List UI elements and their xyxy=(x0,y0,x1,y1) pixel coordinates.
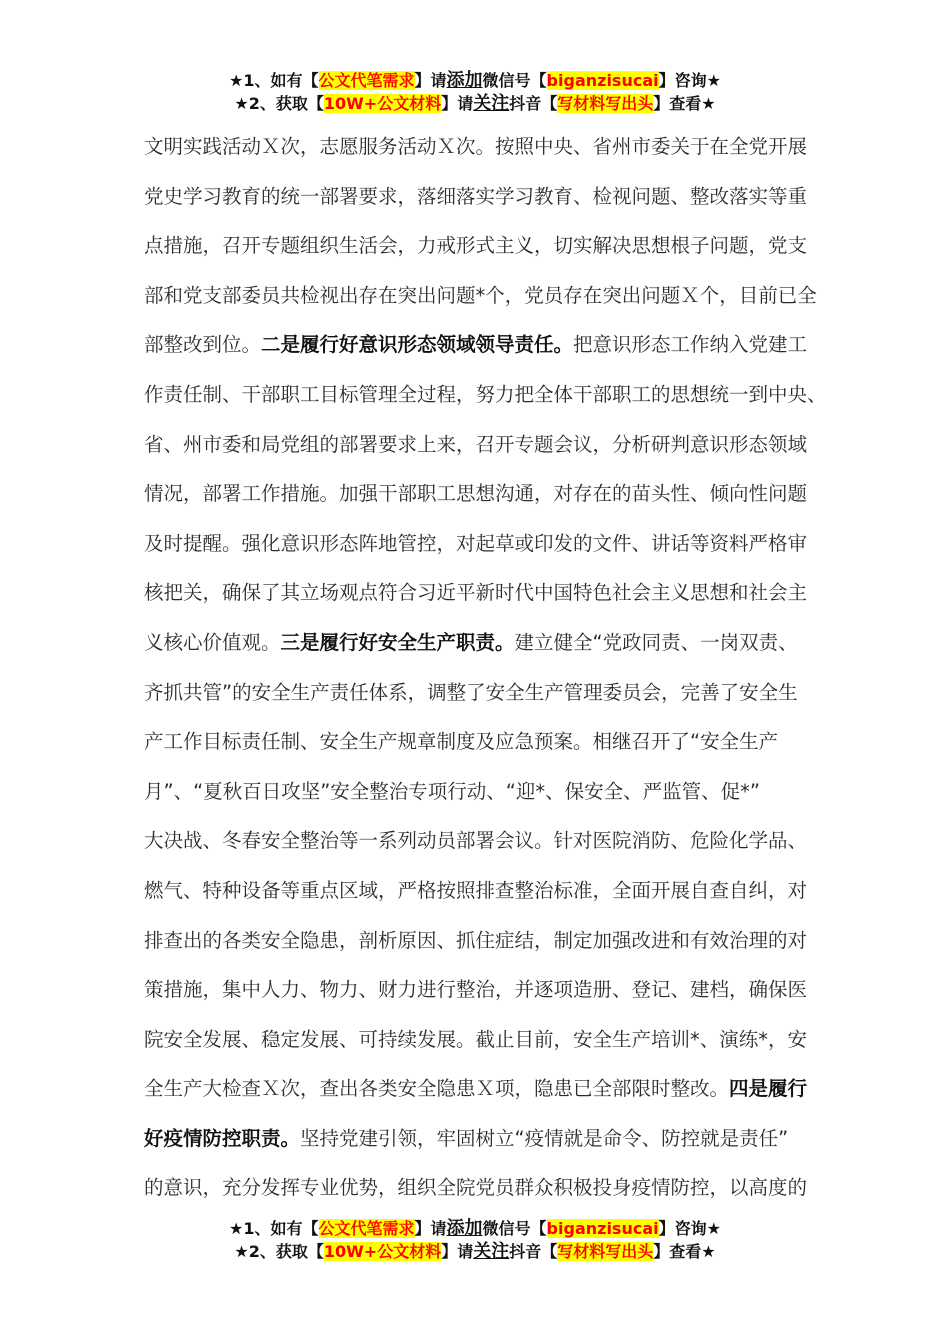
line-text: 及时提醒。强化意识形态阵地管控，对起草或印发的文件、讲话等资料严格审 xyxy=(144,531,808,555)
line-text: 部整改到位。 xyxy=(144,333,262,357)
section-heading: 好疫情防控职责。 xyxy=(144,1126,301,1150)
banner-text: ★1、如有【 xyxy=(229,71,319,90)
banner-line-1 xyxy=(0,69,950,92)
text-line xyxy=(144,866,809,916)
text-line xyxy=(144,816,809,866)
banner-line-1 xyxy=(0,1217,950,1240)
line-text: 义核心价值观。 xyxy=(144,630,281,654)
line-text: 的意识，充分发挥专业优势，组织全院党员群众积极投身疫情防控，以高度的 xyxy=(144,1176,808,1200)
text-line xyxy=(144,469,809,519)
text-line xyxy=(144,519,809,569)
line-text: 大决战、冬春安全整治等一系列动员部署会议。针对医院消防、危险化学品、 xyxy=(144,829,808,853)
section-heading: 三是履行好安全生产职责。 xyxy=(280,630,515,654)
footer-banner xyxy=(0,1217,950,1263)
section-heading: 四是履行 xyxy=(729,1077,808,1101)
section-heading: 二是履行好意识形态领域领导责任。 xyxy=(261,333,574,357)
text-line xyxy=(144,221,809,271)
line-text: 作责任制、干部职工目标管理全过程，努力把全体干部职工的思想统一到中央、 xyxy=(144,382,827,406)
line-text: 党史学习教育的统一部署要求，落细落实学习教育、检视问题、整改落实等重 xyxy=(144,184,808,208)
banner-text: 】咨询★ xyxy=(658,1219,721,1238)
banner-text: 抖音【 xyxy=(509,94,558,113)
banner-emphasis: 关注 xyxy=(473,1241,510,1262)
banner-highlight: 公文代笔需求 xyxy=(318,1219,415,1238)
banner-text: ★2、获取【 xyxy=(234,1242,324,1261)
banner-text: 】请 xyxy=(441,1242,474,1261)
banner-emphasis: 添加 xyxy=(446,70,483,91)
document-body xyxy=(144,122,827,1213)
banner-line-2 xyxy=(0,1240,950,1263)
text-line xyxy=(144,370,827,420)
text-line xyxy=(144,420,809,470)
line-text: 院安全发展、稳定发展、可持续发展。截止目前，安全生产培训*、演练*，安 xyxy=(144,1027,808,1051)
banner-highlight: 10W+公文材料 xyxy=(323,94,442,113)
text-line xyxy=(144,172,809,222)
line-text: 把意识形态工作纳入党建工 xyxy=(573,333,808,357)
line-text: 省、州市委和局党组的部署要求上来，召开专题会议，分析研判意识形态领域 xyxy=(144,432,808,456)
banner-line-2 xyxy=(0,92,950,115)
text-line xyxy=(144,1114,809,1164)
line-text: 排查出的各类安全隐患，剖析原因、抓住症结，制定加强改进和有效治理的对 xyxy=(144,928,808,952)
line-text: 燃气、特种设备等重点区域，严格按照排查整治标准，全面开展自查自纠，对 xyxy=(144,878,808,902)
banner-text: 抖音【 xyxy=(509,1242,558,1261)
banner-highlight: 写材料写出头 xyxy=(557,94,654,113)
line-text: 点措施，召开专题组织生活会，力戒形式主义，切实解决思想根子问题，党支 xyxy=(144,234,808,258)
banner-text: ★1、如有【 xyxy=(229,1219,319,1238)
line-text: 坚持党建引领，牢固树立“疫情就是命令、防控就是责任” xyxy=(300,1126,789,1150)
text-line xyxy=(144,1064,809,1114)
banner-text: 】咨询★ xyxy=(658,71,721,90)
text-line xyxy=(144,1163,809,1213)
banner-highlight: 写材料写出头 xyxy=(557,1242,654,1261)
banner-text: 微信号【 xyxy=(482,1219,547,1238)
banner-text: 】查看★ xyxy=(653,94,716,113)
banner-text: 】请 xyxy=(441,94,474,113)
banner-text: ★2、获取【 xyxy=(234,94,324,113)
banner-text: 】查看★ xyxy=(653,1242,716,1261)
text-line xyxy=(144,767,809,817)
line-text: 月”、“夏秋百日攻坚”安全整治专项行动、“迎*、保安全、严监管、促*” xyxy=(144,779,761,803)
text-line xyxy=(144,668,809,718)
banner-text: 微信号【 xyxy=(482,71,547,90)
text-line xyxy=(144,717,809,767)
banner-highlight: biganzisucai xyxy=(546,1219,659,1238)
line-text: 产工作目标责任制、安全生产规章制度及应急预案。相继召开了“安全生产 xyxy=(144,730,779,754)
text-line xyxy=(144,1015,809,1065)
text-line xyxy=(144,271,817,321)
text-line xyxy=(144,965,809,1015)
line-text: 策措施，集中人力、物力、财力进行整治，并逐项造册、登记、建档，确保医 xyxy=(144,978,808,1002)
banner-highlight: biganzisucai xyxy=(546,71,659,90)
banner-highlight: 公文代笔需求 xyxy=(318,71,415,90)
line-text: 部和党支部委员共检视出存在突出问题*个，党员存在突出问题Ｘ个，目前已全 xyxy=(144,283,817,307)
line-text: 全生产大检查Ｘ次，查出各类安全隐患Ｘ项，隐患已全部限时整改。 xyxy=(144,1077,730,1101)
text-line xyxy=(144,916,809,966)
line-text: 齐抓共管”的安全生产责任体系，调整了安全生产管理委员会，完善了安全生 xyxy=(144,680,798,704)
line-text: 核把关，确保了其立场观点符合习近平新时代中国特色社会主义思想和社会主 xyxy=(144,581,808,605)
banner-emphasis: 关注 xyxy=(473,93,510,114)
banner-emphasis: 添加 xyxy=(446,1218,483,1239)
banner-text: 】请 xyxy=(414,1219,447,1238)
text-line xyxy=(144,618,809,668)
text-line xyxy=(144,122,809,172)
text-line xyxy=(144,320,809,370)
line-text: 文明实践活动Ｘ次，志愿服务活动Ｘ次。按照中央、省州市委关于在全党开展 xyxy=(144,135,808,158)
line-text: 情况，部署工作措施。加强干部职工思想沟通，对存在的苗头性、倾向性问题 xyxy=(144,482,808,506)
banner-text: 】请 xyxy=(414,71,447,90)
banner-highlight: 10W+公文材料 xyxy=(323,1242,442,1261)
text-line xyxy=(144,568,809,618)
header-banner xyxy=(0,69,950,115)
line-text: 建立健全“党政同责、一岗双责、 xyxy=(514,630,798,654)
